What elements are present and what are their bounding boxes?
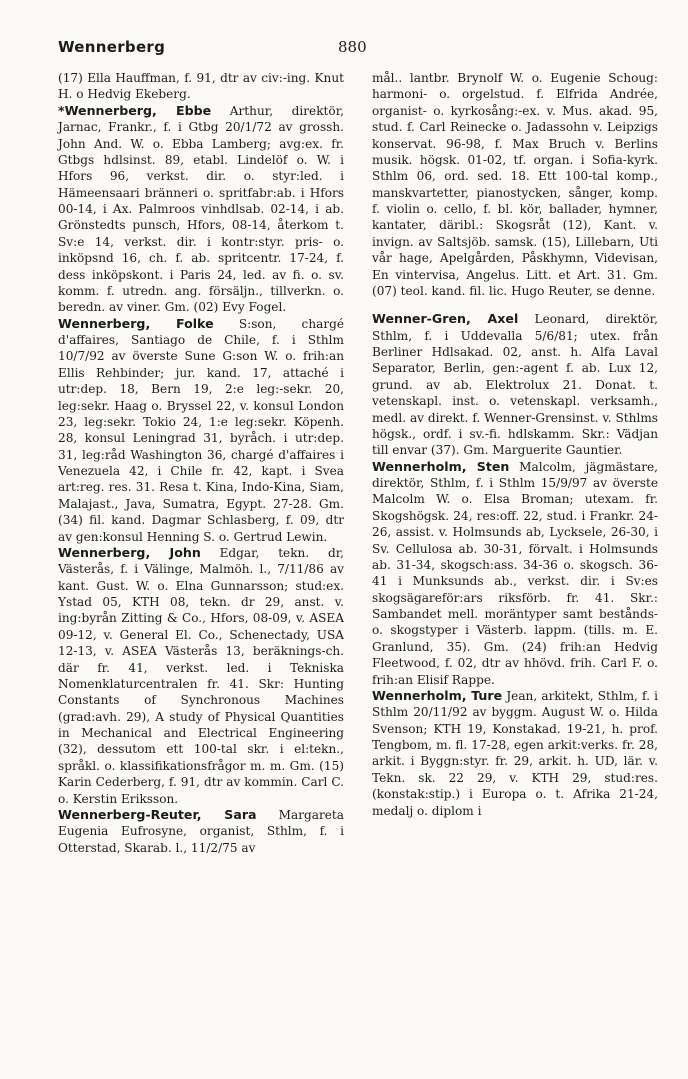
entry (58, 807, 344, 856)
entry-text: Jean, arkitekt, Sthlm, f. i Sthlm 20/11/92 av byggm. August W. o. Hilda Svenson; KTH 19, Konstakad. 19-21, h. prof. Tengbom, m. fl. 17-28, egen arkit:verks. fr. 28, arkit. i Byggn:styr. fr. 29, arkit. h. UD, lär. v. Tekn. sk. 22 29, v. KTH 29, stud:res. (konstak:stip.) i Europa o. t. Afrika 21-24, medalj o. diplom i (372, 688, 658, 818)
entry (58, 316, 344, 545)
entry-name: Wennerholm, Ture (372, 687, 503, 703)
entry-text: Malcolm, jägmästare, direktör, Sthlm, f. i Sthlm 15/9/97 av överste Malcolm W. o. Elsa Broman; utexam. fr. Skogshögsk. 24, res:off. 22, stud. i Frankr. 24-26, assist. v. Holmsunds ab, Lycksele, 26-30, i Sv. Cellulosa ab. 30-31, förvalt. i Holmsunds ab. 31-34, skogsch:ass. 34-36 o. skogsch. 36-41 i Munksunds ab., verkst. dir. i Sv:es skogsägareför:ars riksförb. fr. 41. Skr.: Sambandet mell. moräntyper samt bestånds- o. skogstyper i Västerb. lappm. (tills. m. E. Granlund, 35). Gm. (24) frih:an Hedvig Fleetwood, f. 02, dtr av hhövd. frih. Carl F. o. frih:an Elisif Rappe. (372, 459, 658, 687)
entry (58, 103, 344, 316)
entry (372, 70, 658, 299)
entry-name: Wennerberg, John (58, 544, 201, 560)
entry-text: Arthur, direktör, Jarnac, Frankr., f. i Gtbg 20/1/72 av grossh. John And. W. o. Ebba Lamberg; avg:ex. fr. Gtbgs hdlsinst. 89, etabl. Lindelöf o. W. i Hfors 96, verkst. dir. o. styr:led. i Hämeensaari bränneri o. spritfabr:ab. i Hfors 00-14, i Ax. Palmroos vinhdlsab. 02-14, i ab. Grönstedts punsch, Hfors, 08-14, återkom t. Sv:e 14, verkst. dir. i kontr:styr. pris- o. inköpsnd 16, ch. f. ab. spritcentr. 17-24, f. dess inköpskont. i Paris 24, led. av fi. o. sv. komm. f. utredn. ang. försäljn., tillverkn. o. beredn. av viner. Gm. (02) Evy Fogel. (58, 103, 344, 315)
left-column (58, 70, 344, 856)
running-head-name: Wennerberg (58, 38, 166, 56)
entry-spacer (372, 299, 658, 311)
entry-text: mål.. lantbr. Brynolf W. o. Eugenie Schoug: harmoni- o. orgelstud. f. Elfrida Andrée, organist- o. kyrkosång:-ex. v. Mus. akad. 95, stud. f. Carl Reinecke o. Jadassohn v. Leipzigs konservat. 96-98, f. Max Bruch v. Berlins musik. högsk. 01-02, tf. organ. i Sofia-kyrk. Sthlm 06, ord. sed. 18. Ett 100-tal komp., manskvartetter, pianostycken, sånger, komp. f. violin o. cello, f. bl. kör, ballader, hymner, kantater, däribl.: Skogsråt (12), Kant. v. invign. av Saltsjöb. samsk. (15), Lillebarn, Uti vår hage, Apelgården, Påskhymn, Videvisan, En vintervisa, Angelus. Litt. et Art. 31. Gm. (07) teol. kand. fil. lic. Hugo Reuter, se denne. (372, 71, 658, 298)
running-head (58, 38, 660, 62)
entry-text: Edgar, tekn. dr, Västerås, f. i Välinge, Malmöh. l., 7/11/86 av kant. Gust. W. o. Elna Gunnarsson; stud:ex. Ystad 05, KTH 08, tekn. dr 29, anst. v. ing:byrån Zitting & Co., Hfors, 08-09, v. ASEA 09-12, v. General El. Co., Schenectady, USA 12-13, v. ASEA Västerås 13, beräknings-ch. där fr. 41, verkst. led. i Tekniska Nomenklaturcentralen fr. 41. Skr: Hunting Constants of Synchronous Machines (grad:avh. 29), A study of Physical Quantities in Mechanical and Electrical Engineering (32), dessutom ett 100-tal skr. i el:tekn., språkl. o. klassifikationsfrågor m. m. Gm. (15) Karin Cederberg, f. 91, dtr av kommin. Carl C. o. Kerstin Eriksson. (58, 545, 344, 806)
entry-text: S:son, chargé d'affaires, Santiago de Chile, f. i Sthlm 10/7/92 av överste Sune G:son W. o. frih:an Ellis Rehbinder; jur. kand. 17, attaché i utr:dep. 18, Bern 19, 2:e leg:-sekr. 20, leg:sekr. Haag o. Bryssel 22, v. konsul London 23, leg:sekr. Tokio 24, 1:e leg:sekr. Köpenh. 28, konsul Leningrad 31, byråch. i utr:dep. 31, leg:råd Washington 36, chargé d'affaires i Venezuela 42, i Chile fr. 42, kapt. i Svea art:reg. res. 31. Resa t. Kina, Indo-Kina, Siam, Malajast., Java, Sumatra, Egypt. 27-28. Gm. (34) fil. kand. Dagmar Schlasberg, f. 09, dtr av gen:konsul Henning S. o. Gertrud Lewin. (58, 316, 345, 544)
entry-name: Wennerholm, Sten (372, 458, 510, 474)
entry-text: Margareta Eugenia Eufrosyne, organist, Sthlm, f. i Otterstad, Skarab. l., 11/2/75 av (58, 807, 344, 855)
entry (58, 70, 344, 103)
entry (372, 459, 658, 688)
entry-name: *Wennerberg, Ebbe (58, 102, 212, 118)
entry-text: (17) Ella Hauffman, f. 91, dtr av civ:-ing. Knut H. o Hedvig Ekeberg. (58, 71, 344, 102)
entry-text: Leonard, direktör, Sthlm, f. i Uddevalla 5/6/81; utex. från Berliner Hdlsakad. 02, anst. h. Alfa Laval Separator, Berlin, gen:-agent f. ab. Lux 12, grund. av ab. Elektrolux 21. Donat. t. vetenskapl. inst. o. vetenskapl. verksamh., medl. av direkt. f. Wenner-Grensinst. v. Sthlms högsk., ordf. i sv.-fi. hdlskamm. Skr.: Vädjan till envar (37). Gm. Marguerite Gauntier. (372, 312, 658, 458)
entry (372, 688, 658, 819)
right-column (372, 70, 658, 819)
entry-name: Wennerberg, Folke (58, 315, 214, 331)
entry-name: Wennerberg-Reuter, Sara (58, 806, 257, 822)
entry (372, 311, 658, 458)
entry-name: Wenner-Gren, Axel (372, 311, 519, 327)
entry (58, 545, 344, 807)
page-number: 880 (338, 38, 367, 56)
